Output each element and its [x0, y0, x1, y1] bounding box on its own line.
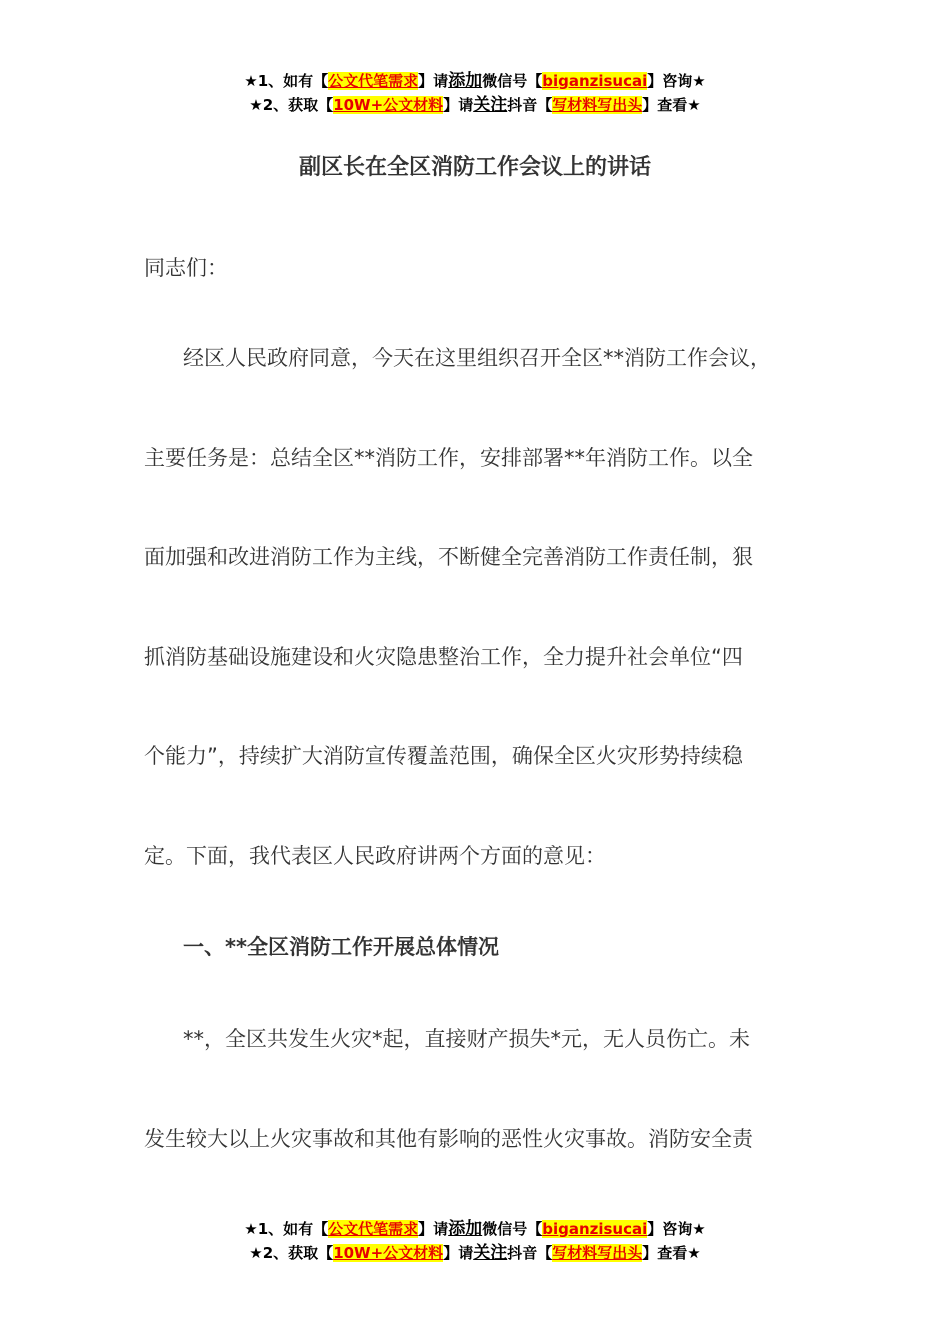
paragraph-line: 抓消防基础设施建设和火灾隐患整治工作，全力提升社会单位“四 [144, 645, 743, 669]
highlight-wechat-id: biganzisucai [542, 1220, 648, 1238]
paragraph-line: 主要任务是：总结全区**消防工作，安排部署**年消防工作。以全 [144, 446, 753, 470]
paragraph-line: 面加强和改进消防工作为主线，不断健全完善消防工作责任制，狠 [144, 545, 753, 569]
paragraph-line: 个能力”，持续扩大消防宣传覆盖范围，确保全区火灾形势持续稳 [144, 744, 743, 768]
highlight-douyin: 写材料写出头 [552, 1244, 643, 1262]
paragraph-line: 经区人民政府同意，今天在这里组织召开全区**消防工作会议， [183, 346, 771, 370]
banner-line-2: ★2、获取【10W+公文材料】请关注抖音【写材料写出头】查看★ [249, 95, 701, 115]
document-title: 副区长在全区消防工作会议上的讲话 [298, 155, 651, 180]
banner-line-1: ★1、如有【公文代笔需求】请添加微信号【biganzisucai】咨询★ [244, 1219, 706, 1239]
highlight-service: 公文代笔需求 [328, 72, 419, 90]
salutation: 同志们： [144, 256, 228, 280]
highlight-materials: 10W+公文材料 [333, 96, 444, 114]
paragraph-line: 定。下面，我代表区人民政府讲两个方面的意见： [144, 844, 606, 868]
banner-line-2: ★2、获取【10W+公文材料】请关注抖音【写材料写出头】查看★ [249, 1243, 701, 1263]
banner-line-1: ★1、如有【公文代笔需求】请添加微信号【biganzisucai】咨询★ [244, 71, 706, 91]
highlight-materials: 10W+公文材料 [333, 1244, 444, 1262]
header-banner [0, 69, 950, 117]
paragraph-line: **，全区共发生火灾*起，直接财产损失*元，无人员伤亡。未 [183, 1027, 750, 1051]
highlight-wechat-id: biganzisucai [542, 72, 648, 90]
highlight-douyin: 写材料写出头 [552, 96, 643, 114]
paragraph-line: 发生较大以上火灾事故和其他有影响的恶性火灾事故。消防安全责 [144, 1127, 753, 1151]
highlight-service: 公文代笔需求 [328, 1220, 419, 1238]
section-heading: 一、**全区消防工作开展总体情况 [183, 935, 499, 959]
footer-banner [0, 1217, 950, 1265]
